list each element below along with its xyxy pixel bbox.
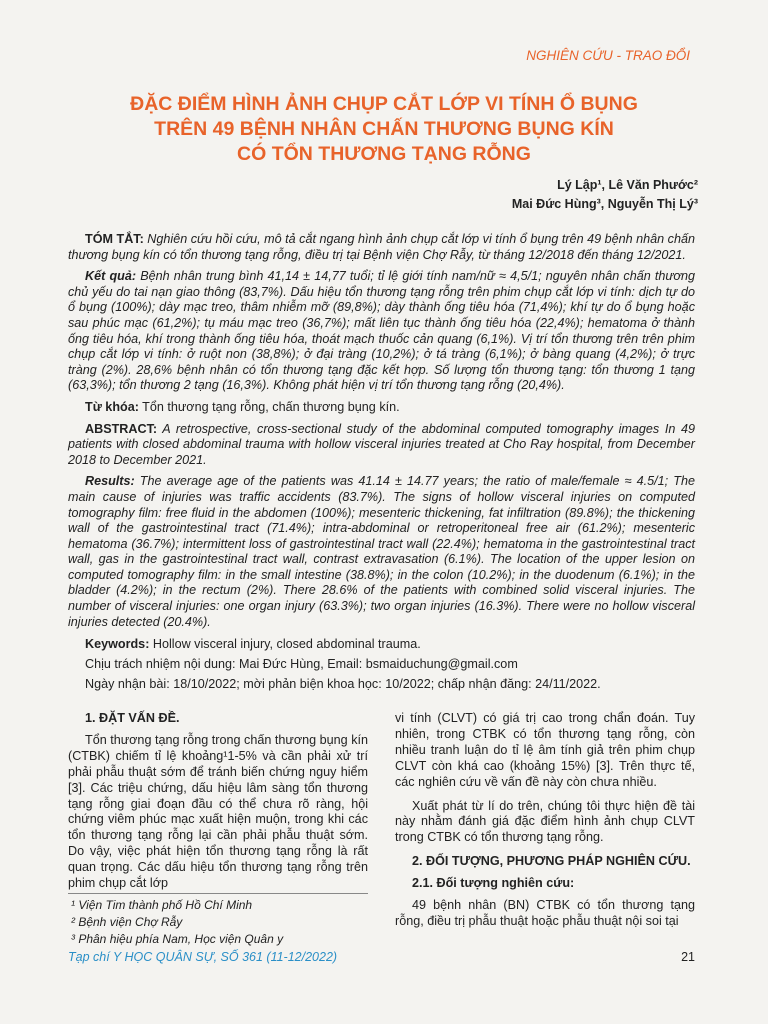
results-vi [68, 269, 695, 394]
section-2-title: 2. ĐỐI TƯỢNG, PHƯƠNG PHÁP NGHIÊN CỨU. [412, 854, 691, 869]
summary-label: TÓM TẮT: [85, 232, 144, 246]
authors-line: Mai Đức Hùng³, Nguyễn Thị Lý³ [511, 197, 698, 211]
section-2-1-title: 2.1. Đối tượng nghiên cứu: [412, 876, 575, 891]
contact-line: Chịu trách nhiệm nội dung: Mai Đức Hùng, Email: bsmaiduchung@gmail.com [85, 657, 518, 672]
keywords-en-text: Hollow visceral injury, closed abdominal trauma. [149, 637, 421, 652]
section-header: NGHIÊN CỨU - TRAO ĐỔI [526, 48, 690, 63]
summary-vi [68, 232, 695, 263]
abstract-en [68, 422, 695, 469]
title-line: TRÊN 49 BỆNH NHÂN CHẤN THƯƠNG BỤNG KÍN [154, 118, 614, 140]
abstract-block [68, 232, 695, 696]
keywords-en [85, 636, 695, 652]
section-2-1-paragraph: 49 bệnh nhân (BN) CTBK có tổn thương tạng rỗng, điều trị phẫu thuật hoặc phẫu thuật nội soi tại [395, 898, 695, 928]
dates-line: Ngày nhận bài: 18/10/2022; mời phản biện khoa học: 10/2022; chấp nhận đăng: 24/11/2022. [85, 677, 601, 692]
footnotes [68, 893, 368, 948]
abstract-text: A retrospective, cross-sectional study of the abdominal computed tomography images In 49 patients with closed abdominal trauma with hollow visceral injuries treated at Cho Ray hospital, from December 2018 to December 2021. [68, 421, 695, 467]
article-title [70, 92, 698, 167]
keywords-en-label: Keywords: [85, 637, 150, 652]
footnote: ³ Phân hiệu phía Nam, Học viện Quân y [71, 932, 284, 946]
footnote: ² Bệnh viện Chợ Rẫy [71, 915, 183, 929]
results-en [68, 474, 695, 630]
meta-block [68, 636, 695, 692]
summary-text: Nghiên cứu hồi cứu, mô tả cắt ngang hình ảnh chụp cắt lớp vi tính ổ bụng trên 49 bệnh nhân chấn thương bụng kín có tổn thương tạng rỗng, điều trị tại Bệnh viện Chợ Rẫy, từ tháng 12/2018 đến tháng 12/2021. [68, 232, 695, 262]
body-right-column [395, 711, 695, 938]
section-1-title: 1. ĐẶT VẤN ĐỀ. [85, 711, 180, 725]
footnote: ¹ Viện Tim thành phố Hồ Chí Minh [71, 898, 253, 912]
authors [512, 176, 698, 214]
page-footer [68, 950, 695, 964]
right-paragraph-1: vi tính (CLVT) có giá trị cao trong chẩn đoán. Tuy nhiên, trong CTBK có tổn thương tạng rỗng, còn nhiều tranh luận do tỉ lệ âm tính giả trên phim chụp CLVT còn khá cao (khoảng 15%) [3]. Trên thực tế, các nghiên cứu về vấn đề này còn chưa nhiều. [395, 711, 695, 789]
keywords-label: Từ khóa: [85, 399, 139, 414]
body-left-column [68, 711, 368, 900]
title-line: CÓ TỔN THƯƠNG TẠNG RỖNG [237, 143, 531, 165]
keywords-vi [68, 400, 695, 416]
page-number: 21 [681, 950, 695, 964]
abstract-label: ABSTRACT: [85, 421, 158, 436]
title-line: ĐẶC ĐIỂM HÌNH ẢNH CHỤP CẮT LỚP VI TÍNH Ổ BỤNG [130, 93, 638, 115]
journal-name: Tạp chí Y HỌC QUÂN SỰ, SỐ 361 (11-12/2022) [68, 950, 338, 964]
results-text: Bệnh nhân trung bình 41,14 ± 14,77 tuổi; tỉ lệ giới tính nam/nữ ≈ 4,5/1; nguyên nhân chấn thương chủ yếu do tai nạn giao thông (83,7%). Dấu hiệu tổn thương tạng rỗng trên phim chụp cắt lớp vi tính: dịch tự do ổ bụng (100%); dày mạc treo, thâm nhiễm mỡ (89,8%); dày thành ống tiêu hóa (71,4%); khí tự do ổ bụng hoặc sau phúc mạc (61,2%); tụ máu mạc treo (36,7%); mất liên tục thành ống tiêu hóa (22,4%); hematoma ở thành ống tiêu hóa, khí trong thành ống tiêu hóa, thoát mạch thuốc cản quang (6,1%). Vị trí tổn thương trên trên phim chụp cắt lớp vi tính: ở ruột non (38,8%); ở đại tràng (10,2%); ở tá tràng (6,1%); ở bàng quang (4,2%); ở trực tràng (2%). 28,6% bệnh nhân có tổn thương tạng đặc kết hợp. Số lượng tổn thương tạng: tổn thương 1 tạng (63,3%); tổn thương 2 tạng (16,3%). Không phát hiện vị trí tổn thương tạng rỗng (20,4%). [68, 269, 696, 393]
right-paragraph-2: Xuất phát từ lí do trên, chúng tôi thực hiện đề tài này nhằm đánh giá đặc điểm hình ảnh chụp CLVT trong CTBK có tổn thương tạng rỗng. [395, 798, 695, 845]
results-en-text: The average age of the patients was 41.14 ± 14.77 years; the ratio of male/female ≈ 4.5/1; The main cause of injuries was traffic accidents (83.7%). The signs of hollow visceral injuries on computed tomography film: free fluid in the abdomen (100%); mesenteric thickening, fat infiltration (89.8%); the thickening wall of the gastrointestinal tract (71.4%); intra-abdominal or retroperitoneal free air (61.2%); mesenteric hematoma (36.7%); intermittent loss of gastrointestinal tract wall (22.4%); hematoma in the gastrointestinal tract wall, gas in the gastrointestinal tract wall, contrast extravasation (6.1%). The location of the upper lesion on computed tomography film: in the small intestine (38.8%); in the colon (10.2%); in the duodenum (6.1%); in the bladder (4.2%); in the rectum (2%). There 28.6% of the patients with combined solid visceral injuries. The number of visceral injuries: one organ injury (63.3%); two organ injuries (16.3%). There were no hollow visceral injuries detected (20.4%). [68, 474, 695, 629]
keywords-text: Tổn thương tạng rỗng, chấn thương bụng kín. [138, 399, 400, 414]
results-label: Kết quả: [85, 269, 137, 284]
results-en-label: Results: [85, 474, 135, 489]
section-1-paragraph: Tổn thương tạng rỗng trong chấn thương bụng kín (CTBK) chiếm tỉ lệ khoảng¹1-5% và cần phải xử trí phải phẫu thuật sớm để tránh biến chứng nguy hiểm [3]. Các triệu chứng, dấu hiệu lâm sàng tổn thương tạng rỗng giai đoạn đầu có thể chưa rõ ràng, hội chứng viêm phúc mạc xuất hiện muộn, trong khi các tổn thương tạng rỗng lại cần phải phẫu thuật sớm. Do vậy, việc phát hiện tổn thương tạng rỗng là rất quan trọng. Các dấu hiệu tổn thương tạng rỗng trên phim chụp cắt lớp [68, 732, 368, 891]
authors-line: Lý Lập¹, Lê Văn Phước² [557, 178, 698, 192]
